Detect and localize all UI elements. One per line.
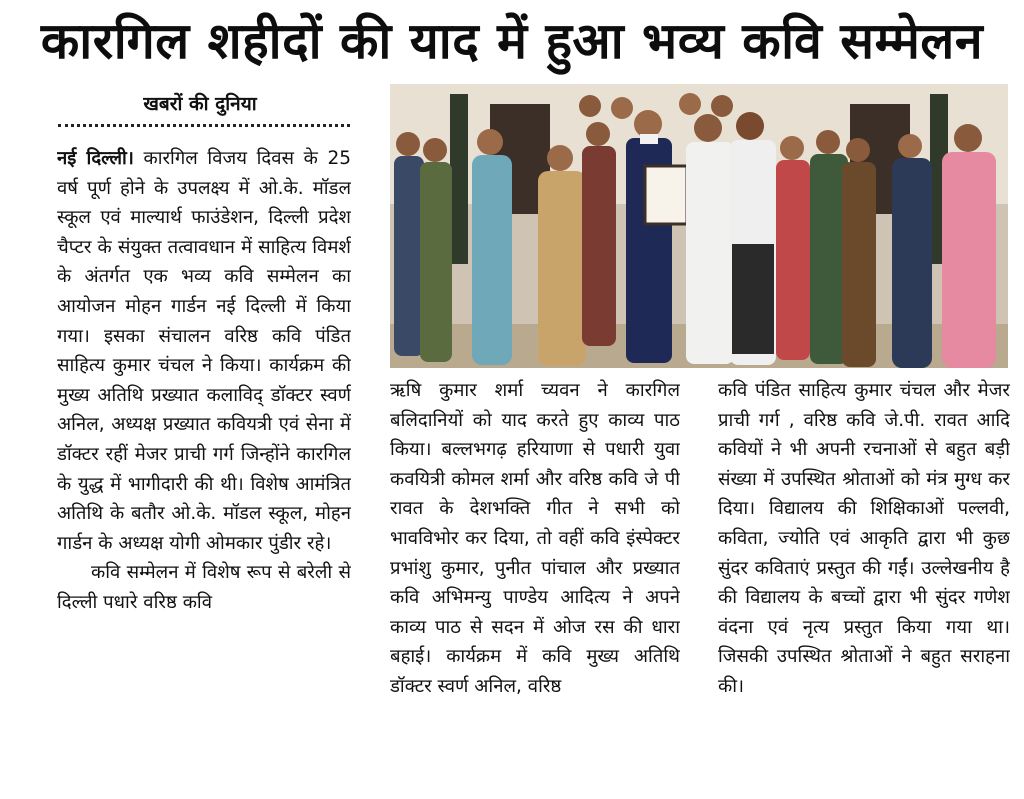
- article-column-2: [390, 376, 680, 796]
- article-paragraph-1-text: कारगिल विजय दिवस के 25 वर्ष पूर्ण होने के उपलक्ष्य में ओ.के. मॉडल स्कूल एवं माल्यार्थ फाउंडेशन, दिल्ली प्रदेश चैप्टर के संयुक्त तत्वावधान में साहित्य विमर्श के अंतर्गत एक भव्य कवि सम्मेलन का आयोजन मोहन गार्डन नई दिल्ली में किया गया। इसका संचालन वरिष्ठ कवि पंडित साहित्य कुमार चंचल ने किया। कार्यक्रम की मुख्य अतिथि प्रख्यात कलाविद् डॉक्टर स्वर्ण अनिल, अध्यक्ष प्रख्यात कवियत्री एवं सेना में डॉक्टर रहीं मेजर प्राची गर्ग जिन्होंने कारगिल के युद्ध में भागीदारी की थी। विशेष आमंत्रित अतिथि के बतौर ओ.के. मॉडल स्कूल, मोहन गार्डन के अध्यक्ष योगी ओमकार पुंडीर रहे।: [57, 148, 351, 554]
- headline: कारगिल शहीदों की याद में हुआ भव्य कवि सम्मेलन: [40, 12, 984, 70]
- article-paragraph-1: [57, 144, 351, 558]
- article-column-1: [57, 144, 351, 794]
- byline: खबरों की दुनिया: [143, 93, 257, 115]
- event-photo: [390, 84, 1008, 368]
- article-paragraph-2-start: कवि सम्मेलन में विशेष रूप से बरेली से दिल्ली पधारे वरिष्ठ कवि: [57, 562, 351, 613]
- article-column-3: [718, 376, 1010, 796]
- article-paragraph-2-end: कवि पंडित साहित्य कुमार चंचल और मेजर प्राची गर्ग , वरिष्ठ कवि जे.पी. रावत आदि कवियों ने भी अपनी रचनाओं से बहुत बड़ी संख्या में उपस्थित श्रोताओं को मंत्र मुग्ध कर दिया। विद्यालय की शिक्षिकाओं पल्लवी, कविता, ज्योति एवं आकृति द्वारा भी कुछ सुंदर कविताएं प्रस्तुत की गईं। उल्लेखनीय है की विद्यालय के बच्चों द्वारा भी सुंदर गणेश वंदना एवं नृत्य प्रस्तुत किया गया था। जिसकी उपस्थित श्रोताओं ने बहुत सराहना की।: [718, 380, 1010, 697]
- byline-divider: [58, 124, 350, 127]
- article-paragraph-2-middle: ऋषि कुमार शर्मा च्यवन ने कारगिल बलिदानियों को याद करते हुए काव्य पाठ किया। बल्लभगढ़ हरियाणा से पधारी युवा कवयित्री कोमल शर्मा और वरिष्ठ कवि जे पी रावत के देशभक्ति गीत ने सभी को भावविभोर कर दिया, तो वहीं कवि इंस्पेक्टर प्रभांशु कुमार, पुनीत पांचाल और प्रख्यात कवि अभिमन्यु पाण्डेय आदित्य ने अपने काव्य पाठ से सदन में ओज रस की धारा बहाई। कार्यक्रम में कवि मुख्य अतिथि डॉक्टर स्वर्ण अनिल, वरिष्ठ: [390, 380, 680, 697]
- dateline: नई दिल्ली।: [57, 148, 134, 169]
